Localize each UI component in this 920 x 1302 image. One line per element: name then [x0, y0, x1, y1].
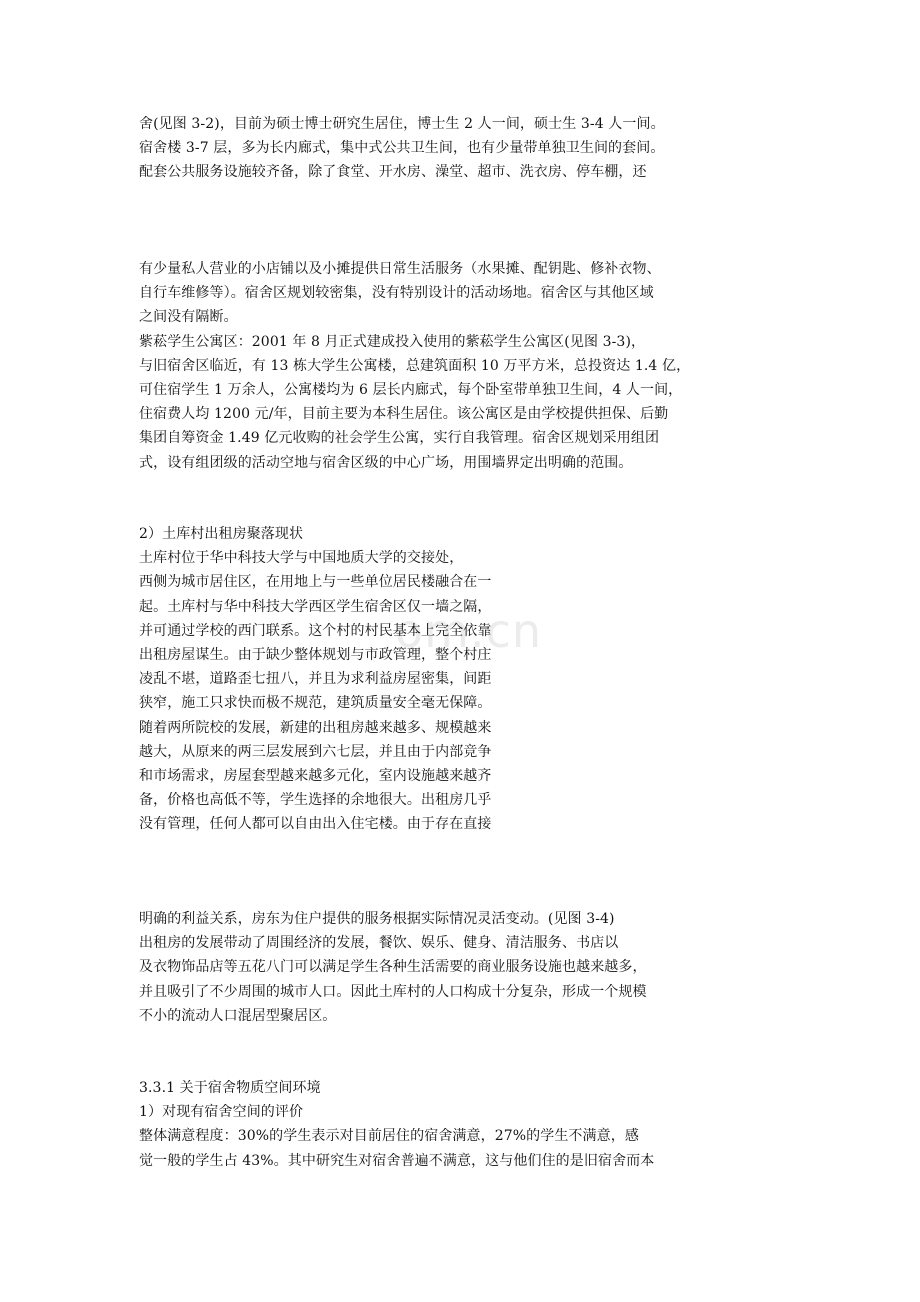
text-line: 住宿费人均 1200 元/年，目前主要为本科生居住。该公寓区是由学校提供担保、后勤: [139, 406, 669, 423]
text-line: 起。土库村与华中科技大学西区学生宿舍区仅一墙之隔，: [139, 598, 492, 615]
paragraph-tuku-economy: [139, 907, 647, 1028]
text-line: 并可通过学校的西门联系。这个村的村民基本上完全依靠: [139, 622, 492, 639]
text-line: 配套公共服务设施较齐备，除了食堂、开水房、澡堂、超市、洗衣房、停车棚，还: [139, 164, 647, 181]
section-heading: 3.3.1 关于宿舍物质空间环境: [139, 1080, 321, 1096]
paragraph-zisong-apartments: [139, 257, 690, 475]
text-line: 随着两所院校的发展，新建的出租房越来越多、规模越来: [139, 719, 492, 736]
text-line: 并且吸引了不少周围的城市人口。因此土库村的人口构成十分复杂，形成一个规模: [139, 983, 647, 1000]
text-line: 及衣物饰品店等五花八门可以满足学生各种生活需要的商业服务设施也越来越多，: [139, 959, 647, 976]
text-line: 越大，从原来的两三层发展到六七层，并且由于内部竞争: [139, 743, 492, 760]
text-line: 有少量私人营业的小店铺以及小摊提供日常生活服务（水果摊、配钥匙、修补衣物、: [139, 261, 661, 277]
section-heading: 2）土库村出租房聚落现状: [139, 526, 304, 542]
text-line: 西侧为城市居住区，在用地上与一些单位居民楼融合在一: [139, 574, 492, 591]
text-line: 没有管理，任何人都可以自由出入住宅楼。由于存在直接: [139, 816, 492, 833]
watermark: om.cn: [395, 604, 543, 658]
section-tuku-village: [139, 522, 492, 837]
paragraph-old-dorm-continued: [139, 112, 665, 185]
text-line: 觉一般的学生占 43%。其中研究生对宿舍普遍不满意，这与他们住的是旧宿舍而本: [139, 1152, 655, 1169]
text-line: 可住宿学生 1 万余人，公寓楼均为 6 层长内廊式，每个卧室带单独卫生间，4 人一间，: [139, 382, 683, 399]
text-line: 整体满意程度：30%的学生表示对目前居住的宿舍满意，27%的学生不满意，感: [139, 1128, 639, 1145]
text-line: 不小的流动人口混居型聚居区。: [139, 1007, 337, 1024]
text-line: 凌乱不堪，道路歪七扭八，并且为求利益房屋密集，间距: [139, 671, 492, 688]
text-line: 出租房屋谋生。由于缺少整体规划与市政管理，整个村庄: [139, 647, 492, 664]
text-line: 舍(见图 3-2)，目前为硕士博士研究生居住，博士生 2 人一间，硕士生 3-4 人一间。: [139, 116, 665, 132]
subsection-heading: 1）对现有宿舍空间的评价: [139, 1104, 304, 1121]
text-line: 和市场需求，房屋套型越来越多元化，室内设施越来越齐: [139, 768, 492, 785]
text-line: 土库村位于华中科技大学与中国地质大学的交接处，: [139, 550, 464, 567]
section-dorm-physical-environment: [139, 1076, 654, 1173]
text-line: 与旧宿舍区临近，有 13 栋大学生公寓楼，总建筑面积 10 万平方米，总投资达 1.4 亿，: [139, 357, 691, 374]
text-line: 备，价格也高低不等，学生选择的余地很大。出租房几乎: [139, 792, 492, 809]
text-line: 狭窄，施工只求快而极不规范，建筑质量安全毫无保障。: [139, 695, 492, 712]
text-line: 式，设有组团级的活动空地与宿舍区级的中心广场，用围墙界定出明确的范围。: [139, 454, 633, 471]
text-line: 之间没有隔断。: [139, 309, 238, 326]
text-line: 宿舍楼 3-7 层，多为长内廊式，集中式公共卫生间，也有少量带单独卫生间的套间。: [139, 140, 665, 157]
text-line: 明确的利益关系，房东为住户提供的服务根据实际情况灵活变动。(见图 3-4): [139, 911, 615, 927]
text-line: 自行车维修等）。宿舍区规划较密集，没有特别设计的活动场地。宿舍区与其他区域: [139, 285, 654, 302]
text-line: 紫菘学生公寓区：2001 年 8 月正式建成投入使用的紫菘学生公寓区(见图 3-3)，: [139, 333, 646, 350]
text-line: 集团自筹资金 1.49 亿元收购的社会学生公寓，实行自我管理。宿舍区规划采用组团: [139, 430, 660, 447]
text-line: 出租房的发展带动了周围经济的发展，餐饮、娱乐、健身、清洁服务、书店以: [139, 935, 619, 952]
